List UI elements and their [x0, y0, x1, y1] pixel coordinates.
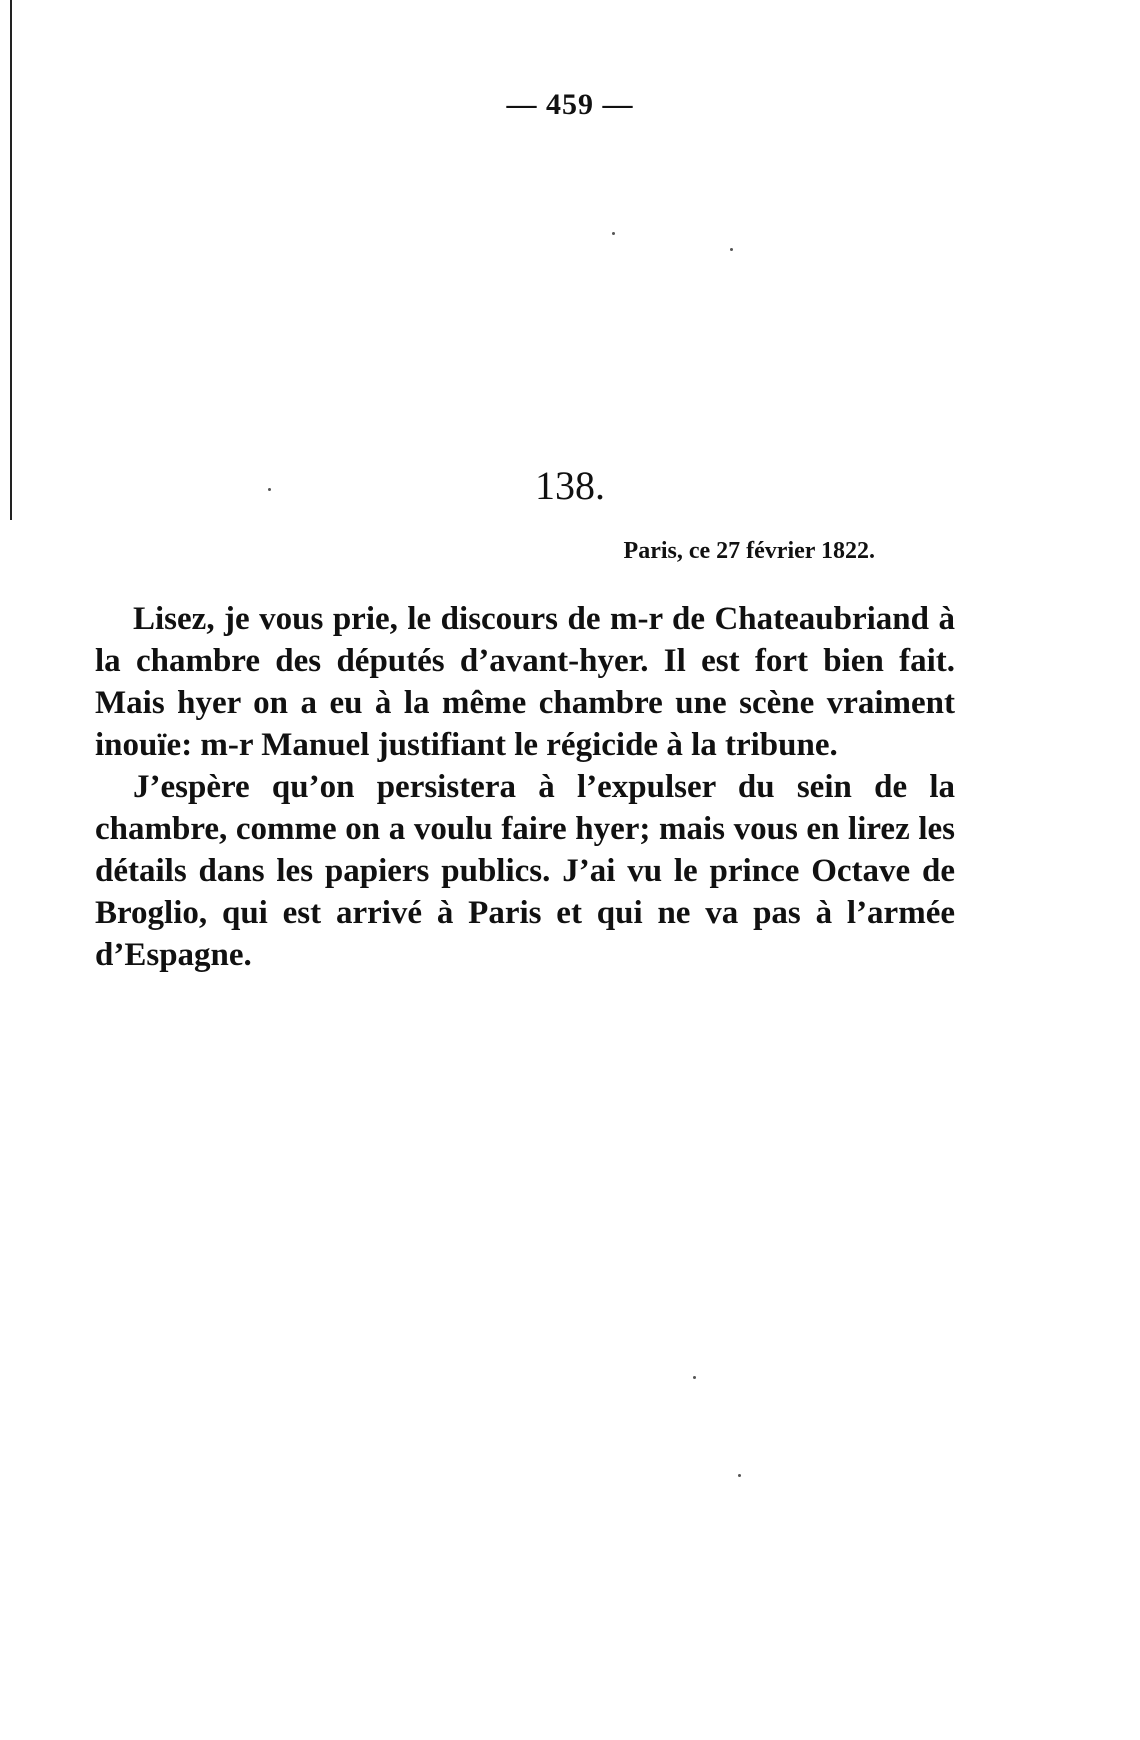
page-edge-line — [10, 0, 12, 520]
scan-speck — [730, 248, 733, 251]
scan-speck — [738, 1474, 741, 1477]
scan-speck — [693, 1376, 696, 1379]
letter-body — [95, 598, 955, 976]
letter-number: 138. — [535, 463, 605, 508]
scan-speck — [612, 232, 615, 235]
page-number-header: — 459 — — [506, 88, 634, 121]
dateline: Paris, ce 27 février 1822. — [623, 538, 875, 564]
paragraph-1: Lisez, je vous prie, le discours de m-r de Chateaubriand à la chambre des députés d’avant-hyer. Il est fort bien fait. Mais hyer on a eu à la même chambre une scène vraiment inouïe: m-r Manuel justifiant le régicide à la tribune. — [95, 601, 955, 763]
paragraph-2: J’espère qu’on persistera à l’expulser du sein de la chambre, comme on a voulu faire hyer; mais vous en lirez les détails dans les papiers publics. J’ai vu le prince Octave de Broglio, qui est arrivé à Paris et qui ne va pas à l’armée d’Espagne. — [95, 769, 955, 973]
scan-speck — [268, 488, 271, 491]
